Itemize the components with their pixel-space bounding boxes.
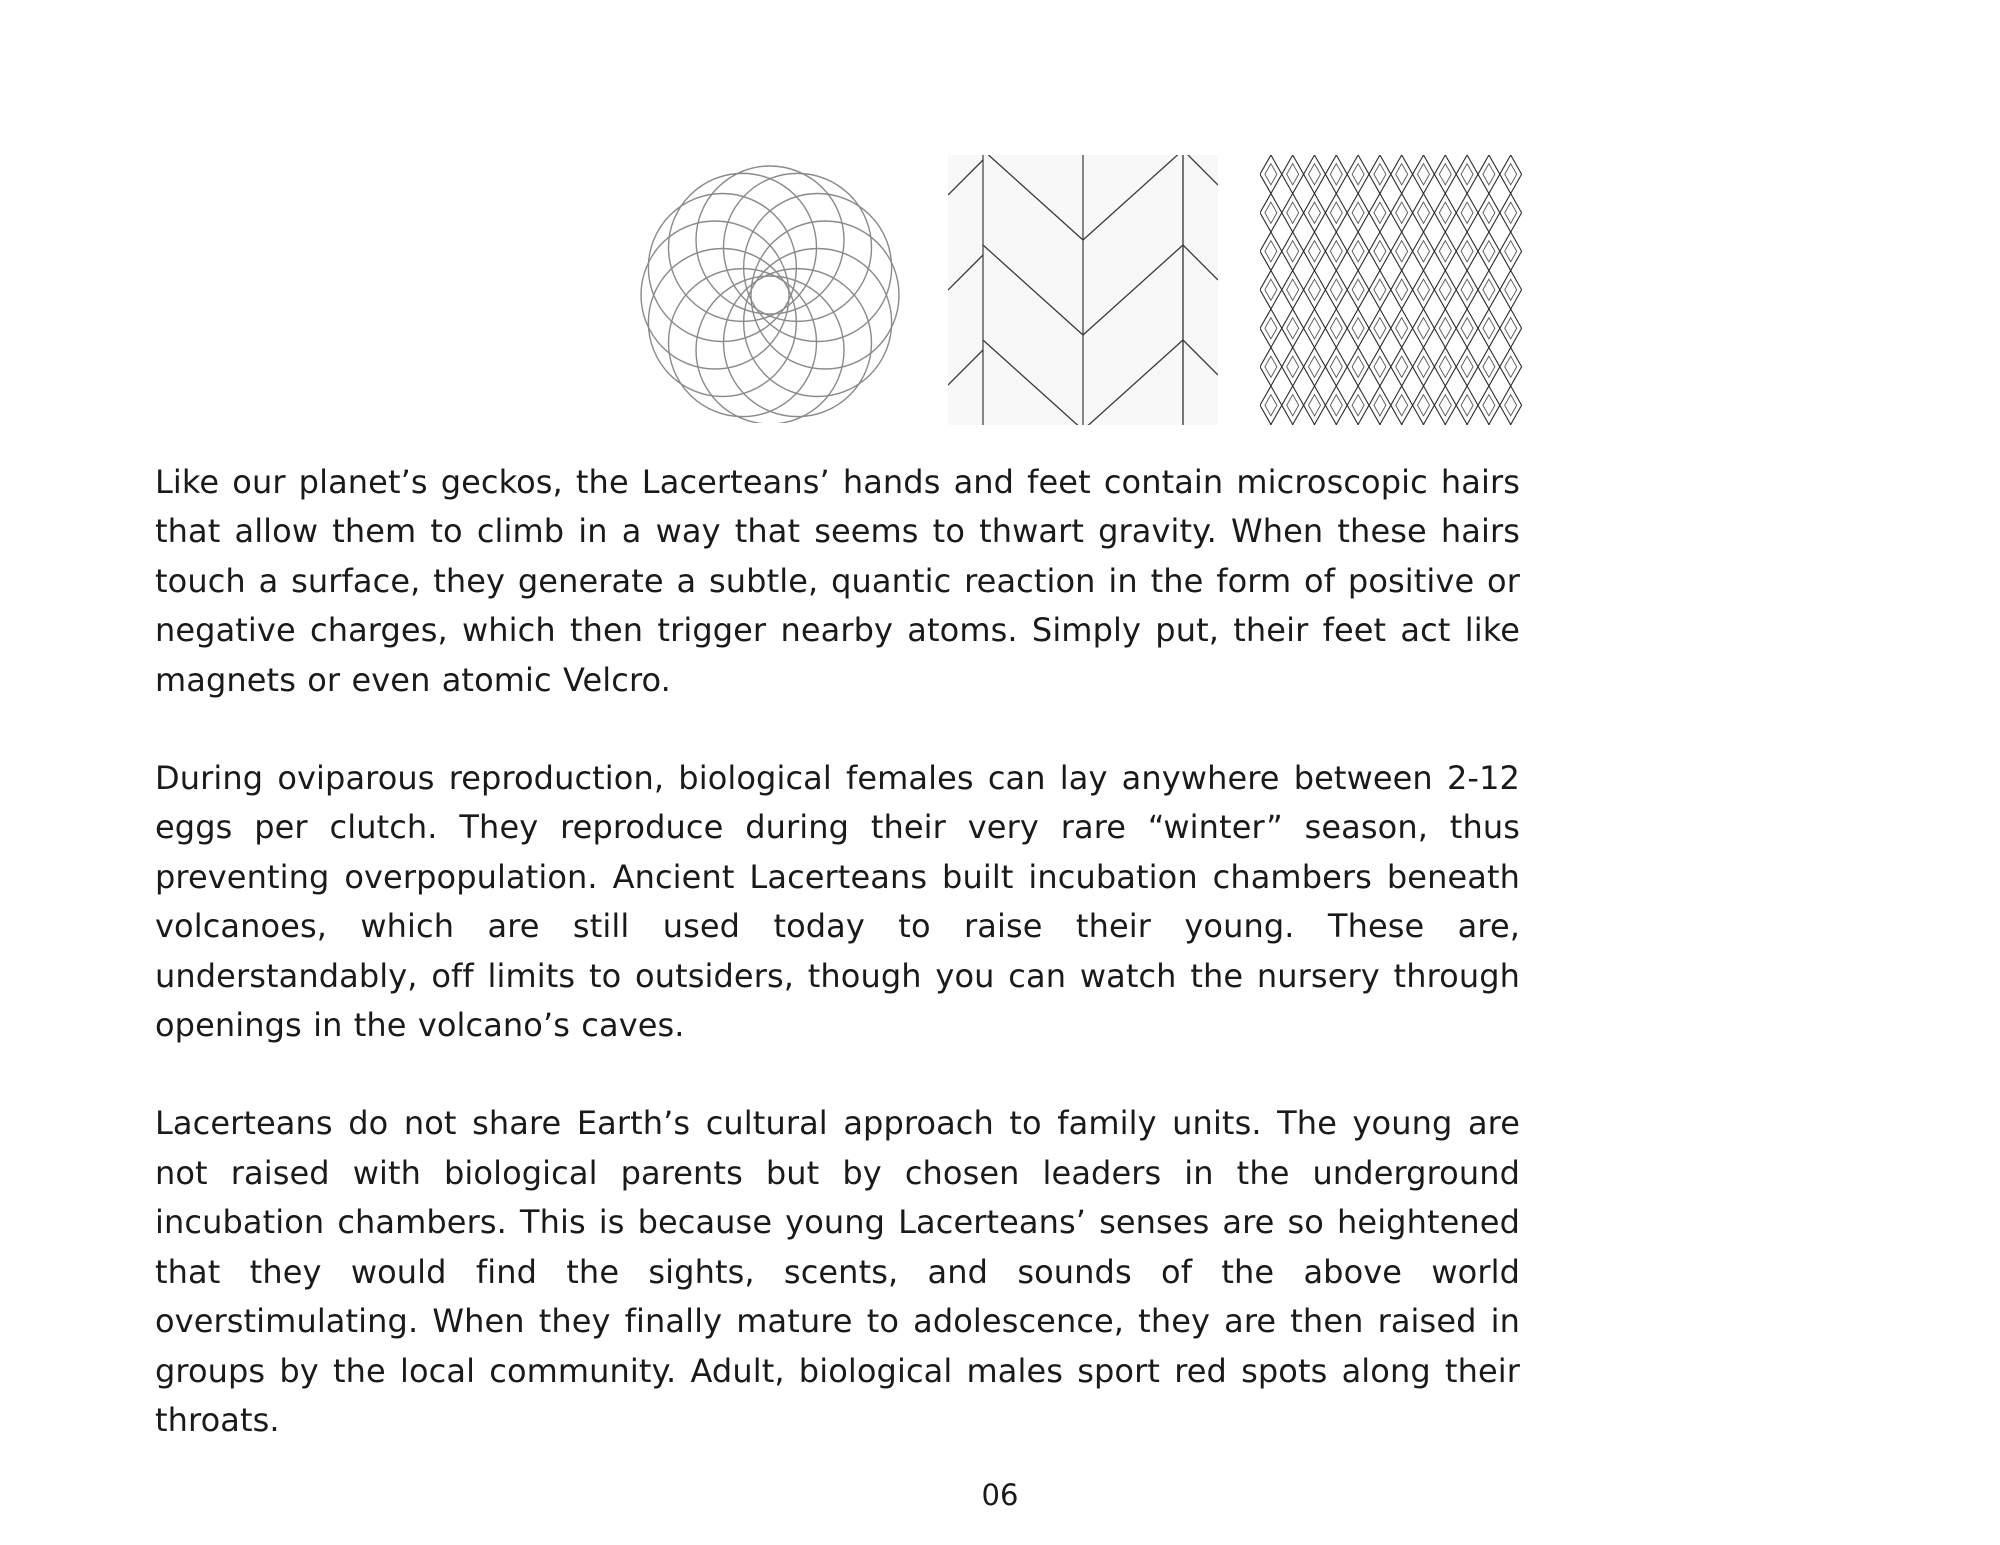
- diamond-cell: [1500, 348, 1522, 387]
- diamond-cell: [1325, 232, 1347, 271]
- diamond-cell: [1396, 164, 1408, 185]
- paragraph-family-units: Lacerteans do not share Earth’s cultural approach to family units. The young are not raised with biological parents but by chosen leaders in the underground incubation chambers. This is because young Lacerteans’ senses are so heightened that they would find the sights, scents, and sounds of the above world overstimulating. When they finally mature to adolescence, they are then raised in groups by the local community. Adult, biological males sport red spots along their throats.: [155, 1104, 1520, 1439]
- diamond-cell: [1396, 241, 1408, 262]
- diamond-cell: [1478, 194, 1500, 233]
- diamond-cell: [1456, 194, 1478, 233]
- diamond-cell: [1391, 232, 1413, 271]
- diamond-cell: [1347, 309, 1369, 348]
- diamond-cell: [1461, 164, 1473, 185]
- diamond-cell: [1369, 155, 1391, 194]
- diamond-cell: [1282, 348, 1304, 387]
- diamond-cell: [1287, 164, 1299, 185]
- diamond-cell: [1369, 348, 1391, 387]
- diamond-cell: [1391, 309, 1413, 348]
- diamond-cell: [1500, 386, 1522, 425]
- rosette-petal: [641, 221, 789, 369]
- diamond-cell: [1396, 356, 1408, 377]
- diamond-cell: [1483, 279, 1495, 300]
- diamond-cell: [1478, 232, 1500, 271]
- diamond-cell: [1369, 309, 1391, 348]
- diamond-cell: [1330, 318, 1342, 339]
- diamond-cell: [1439, 202, 1451, 223]
- diamond-cell: [1391, 155, 1413, 194]
- rosette-petal: [696, 276, 844, 423]
- diamond-cell: [1478, 386, 1500, 425]
- diamond-cell: [1260, 386, 1282, 425]
- diamond-cell: [1265, 318, 1277, 339]
- diamond-cell: [1304, 309, 1326, 348]
- diamond-cell: [1396, 318, 1408, 339]
- diamond-cell: [1418, 356, 1430, 377]
- diamond-cell: [1265, 356, 1277, 377]
- diamond-cell: [1505, 356, 1517, 377]
- diamond-cell: [1304, 232, 1326, 271]
- diamond-cell: [1260, 348, 1282, 387]
- diamond-cell: [1287, 356, 1299, 377]
- diamond-cell: [1352, 241, 1364, 262]
- diamond-cell: [1478, 271, 1500, 310]
- diamond-cell: [1483, 395, 1495, 416]
- diamond-cell: [1456, 348, 1478, 387]
- diamond-cell: [1413, 155, 1435, 194]
- diamond-cell: [1309, 164, 1321, 185]
- diamond-cell: [1505, 241, 1517, 262]
- diamond-cell: [1347, 386, 1369, 425]
- diamond-cell: [1396, 279, 1408, 300]
- diamond-cell: [1369, 271, 1391, 310]
- diamond-cell: [1347, 271, 1369, 310]
- diamond-cell: [1352, 279, 1364, 300]
- diamond-cell: [1434, 348, 1456, 387]
- diamond-cell: [1282, 386, 1304, 425]
- pattern-figures: [635, 153, 1520, 423]
- diamond-lattice-pattern-icon: [1260, 155, 1522, 425]
- diamond-cell: [1374, 202, 1386, 223]
- diamond-cell: [1461, 202, 1473, 223]
- diamond-cell: [1369, 425, 1391, 426]
- diamond-cell: [1483, 202, 1495, 223]
- diamond-cell: [1309, 395, 1321, 416]
- diamond-cell: [1309, 356, 1321, 377]
- diamond-cell: [1325, 155, 1347, 194]
- diamond-cell: [1434, 309, 1456, 348]
- diamond-cell: [1500, 194, 1522, 233]
- diamond-cell: [1260, 425, 1282, 426]
- diamond-cell: [1352, 318, 1364, 339]
- diamond-cell: [1456, 155, 1478, 194]
- diamond-cell: [1505, 395, 1517, 416]
- diamond-cell: [1352, 202, 1364, 223]
- diamond-cell: [1396, 395, 1408, 416]
- diamond-cell: [1456, 271, 1478, 310]
- diamond-cell: [1434, 386, 1456, 425]
- diamond-cell: [1304, 386, 1326, 425]
- diamond-cell: [1369, 194, 1391, 233]
- diamond-cell: [1309, 279, 1321, 300]
- diamond-cell: [1418, 395, 1430, 416]
- diamond-cell: [1325, 386, 1347, 425]
- diamond-cell: [1287, 318, 1299, 339]
- diamond-cell: [1287, 395, 1299, 416]
- page-number: 06: [981, 1478, 1019, 1512]
- diamond-cell: [1461, 318, 1473, 339]
- diamond-cell: [1500, 232, 1522, 271]
- diamond-cell: [1287, 241, 1299, 262]
- diamond-cell: [1439, 164, 1451, 185]
- diamond-cell: [1439, 279, 1451, 300]
- diamond-cell: [1287, 279, 1299, 300]
- diamond-cell: [1265, 164, 1277, 185]
- rosette-pattern-icon: [635, 153, 905, 423]
- diamond-cell: [1374, 279, 1386, 300]
- diamond-cell: [1413, 309, 1435, 348]
- diamond-cell: [1330, 202, 1342, 223]
- diamond-cell: [1456, 309, 1478, 348]
- diamond-cell: [1478, 348, 1500, 387]
- diamond-cell: [1500, 155, 1522, 194]
- diamond-cell: [1282, 425, 1304, 426]
- diamond-cell: [1478, 425, 1500, 426]
- diamond-cell: [1439, 241, 1451, 262]
- diamond-cell: [1418, 164, 1430, 185]
- diamond-cell: [1347, 348, 1369, 387]
- diamond-cell: [1265, 202, 1277, 223]
- diamond-cell: [1330, 356, 1342, 377]
- diamond-cell: [1330, 395, 1342, 416]
- diamond-cell: [1260, 155, 1282, 194]
- diamond-cell: [1347, 194, 1369, 233]
- diamond-cell: [1282, 232, 1304, 271]
- paragraph-reproduction: During oviparous reproduction, biological females can lay anywhere between 2-12 eggs per clutch. They reproduce during their very rare “winter” season, thus preventing overpopulation. Ancient Lacerteans built incubation chambers beneath volcanoes, which are still used today to raise their young. These are, understandably, off limits to outsiders, though you can watch the nursery through openings in the volcano’s caves.: [155, 759, 1520, 1045]
- diamond-cell: [1505, 279, 1517, 300]
- diamond-cell: [1413, 386, 1435, 425]
- diamond-cell: [1325, 425, 1347, 426]
- diamond-cell: [1374, 241, 1386, 262]
- diamond-cell: [1309, 241, 1321, 262]
- paragraph-climbing: Like our planet’s geckos, the Lacerteans’ hands and feet contain microscopic hairs that allow them to climb in a way that seems to thwart gravity. When these hairs touch a surface, they generate a subtle, quantic reaction in the form of positive or negative charges, which then trigger nearby atoms. Simply put, their feet act like magnets or even atomic Velcro.: [155, 463, 1520, 699]
- diamond-cell: [1352, 395, 1364, 416]
- diamond-cell: [1434, 425, 1456, 426]
- diamond-cell: [1461, 356, 1473, 377]
- diamond-cell: [1505, 318, 1517, 339]
- diamond-cell: [1391, 194, 1413, 233]
- diamond-cell: [1483, 164, 1495, 185]
- diamond-cell: [1391, 271, 1413, 310]
- diamond-cell: [1325, 194, 1347, 233]
- diamond-cell: [1418, 202, 1430, 223]
- diamond-cell: [1439, 356, 1451, 377]
- diamond-cell: [1505, 164, 1517, 185]
- diamond-cell: [1304, 425, 1326, 426]
- diamond-cell: [1461, 279, 1473, 300]
- diamond-cell: [1413, 348, 1435, 387]
- diamond-cell: [1374, 356, 1386, 377]
- diamond-cell: [1260, 271, 1282, 310]
- diamond-cell: [1413, 194, 1435, 233]
- diamond-cell: [1483, 356, 1495, 377]
- diamond-cell: [1434, 194, 1456, 233]
- diamond-cell: [1500, 309, 1522, 348]
- body-text: [155, 458, 1520, 1494]
- diamond-cell: [1287, 202, 1299, 223]
- diamond-cell: [1347, 425, 1369, 426]
- chevron-pattern-icon: [948, 155, 1218, 425]
- diamond-cell: [1309, 318, 1321, 339]
- diamond-cell: [1369, 232, 1391, 271]
- diamond-cell: [1325, 271, 1347, 310]
- diamond-cell: [1265, 395, 1277, 416]
- diamond-cell: [1461, 241, 1473, 262]
- diamond-cell: [1369, 386, 1391, 425]
- diamond-cell: [1309, 202, 1321, 223]
- diamond-cell: [1304, 155, 1326, 194]
- rosette-petal: [696, 166, 844, 314]
- diamond-cell: [1505, 202, 1517, 223]
- diamond-cell: [1478, 155, 1500, 194]
- rosette-petal: [751, 221, 899, 369]
- diamond-cell: [1282, 194, 1304, 233]
- diamond-cell: [1282, 155, 1304, 194]
- diamond-cell: [1456, 232, 1478, 271]
- diamond-cell: [1418, 279, 1430, 300]
- diamond-cell: [1260, 232, 1282, 271]
- diamond-cell: [1418, 241, 1430, 262]
- diamond-cell: [1439, 395, 1451, 416]
- diamond-cell: [1461, 395, 1473, 416]
- diamond-cell: [1483, 241, 1495, 262]
- diamond-cell: [1434, 155, 1456, 194]
- diamond-cell: [1304, 271, 1326, 310]
- diamond-cell: [1391, 386, 1413, 425]
- diamond-cell: [1413, 425, 1435, 426]
- diamond-cell: [1374, 395, 1386, 416]
- diamond-cell: [1374, 164, 1386, 185]
- diamond-cell: [1413, 232, 1435, 271]
- diamond-cell: [1325, 348, 1347, 387]
- diamond-cell: [1456, 386, 1478, 425]
- diamond-cell: [1391, 348, 1413, 387]
- diamond-cell: [1439, 318, 1451, 339]
- diamond-cell: [1418, 318, 1430, 339]
- diamond-cell: [1282, 271, 1304, 310]
- diamond-cell: [1374, 318, 1386, 339]
- diamond-cell: [1483, 318, 1495, 339]
- diamond-cell: [1456, 425, 1478, 426]
- diamond-cell: [1282, 309, 1304, 348]
- diamond-cell: [1330, 241, 1342, 262]
- diamond-cell: [1304, 194, 1326, 233]
- diamond-cell: [1330, 279, 1342, 300]
- diamond-cell: [1352, 356, 1364, 377]
- diamond-cell: [1391, 425, 1413, 426]
- diamond-cell: [1265, 241, 1277, 262]
- diamond-cell: [1478, 309, 1500, 348]
- diamond-cell: [1352, 164, 1364, 185]
- diamond-cell: [1347, 155, 1369, 194]
- diamond-cell: [1260, 309, 1282, 348]
- diamond-cell: [1304, 348, 1326, 387]
- diamond-cell: [1260, 194, 1282, 233]
- diamond-cell: [1396, 202, 1408, 223]
- diamond-cell: [1325, 309, 1347, 348]
- diamond-cell: [1434, 271, 1456, 310]
- diamond-cell: [1500, 271, 1522, 310]
- diamond-cell: [1330, 164, 1342, 185]
- diamond-cell: [1500, 425, 1522, 426]
- diamond-cell: [1434, 232, 1456, 271]
- diamond-cell: [1347, 232, 1369, 271]
- diamond-cell: [1265, 279, 1277, 300]
- diamond-cell: [1413, 271, 1435, 310]
